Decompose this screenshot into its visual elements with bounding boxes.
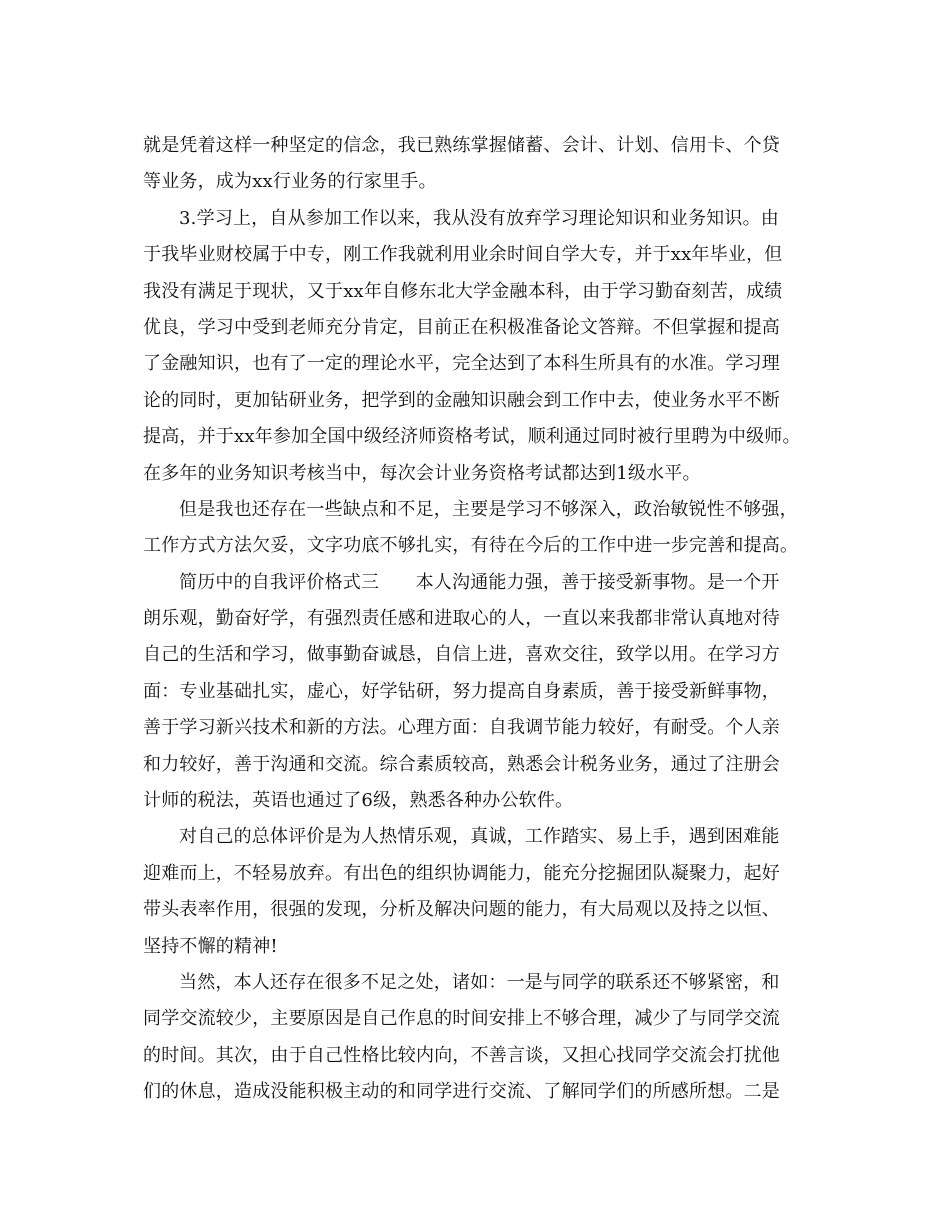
text-line: 和力较好，善于沟通和交流。综合素质较高，熟悉会计税务业务，通过了注册会 [143, 753, 780, 775]
text-line: 当然，本人还存在很多不足之处，诸如：一是与同学的联系还不够紧密，和 [179, 971, 780, 993]
text-line: 于我毕业财校属于中专，刚工作我就利用业余时间自学大专，并于xx年毕业，但 [143, 244, 783, 266]
text-line: 对自己的总体评价是为人热情乐观，真诚，工作踏实、易上手，遇到困难能 [179, 826, 780, 848]
document-body [143, 128, 815, 1111]
text-line: 同学交流较少，主要原因是自己作息的时间安排上不够合理，减少了与同学交流 [143, 1008, 780, 1030]
text-line: 我没有满足于现状，又于xx年自修东北大学金融本科，由于学习勤奋刻苦，成绩 [143, 280, 783, 302]
text-line: 优良，学习中受到老师充分肯定，目前正在积极准备论文答辩。不但掌握和提高 [143, 316, 780, 338]
text-line: 工作方式方法欠妥，文字功底不够扎实，有待在今后的工作中进一步完善和提高。 [143, 535, 799, 557]
text-line: 们的休息，造成没能积极主动的和同学进行交流、了解同学们的所感所想。二是 [143, 1081, 780, 1103]
text-line: 但是我也还存在一些缺点和不足，主要是学习不够深入，政治敏锐性不够强， [179, 498, 798, 520]
text-line: 计师的税法，英语也通过了6级，熟悉各种办公软件。 [143, 790, 574, 812]
text-line: 自己的生活和学习，做事勤奋诚恳，自信上进，喜欢交往，致学以用。在学习方 [143, 644, 780, 666]
text-line: 带头表率作用，很强的发现，分析及解决问题的能力，有大局观以及持之以恒、 [143, 899, 780, 921]
text-line: 坚持不懈的精神! [143, 935, 278, 957]
text-line: 3.学习上，自从参加工作以来，我从没有放弃学习理论知识和业务知识。由 [179, 207, 779, 229]
text-line: 了金融知识，也有了一定的理论水平，完全达到了本科生所具有的水准。学习理 [143, 353, 780, 375]
text-line: 论的同时，更加钻研业务，把学到的金融知识融会到工作中去，使业务水平不断 [143, 389, 780, 411]
text-line: 在多年的业务知识考核当中，每次会计业务资格考试都达到1级水平。 [143, 462, 701, 484]
text-line: 就是凭着这样一种坚定的信念，我已熟练掌握储蓄、会计、计划、信用卡、个贷 [143, 135, 780, 156]
text-line: 善于学习新兴技术和新的方法。心理方面：自我调节能力较好，有耐受。个人亲 [143, 717, 780, 739]
text-line: 简历中的自我评价格式三 本人沟通能力强，善于接受新事物。是一个开 [179, 571, 780, 593]
text-line: 朗乐观，勤奋好学，有强烈责任感和进取心的人，一直以来我都非常认真地对待 [143, 608, 780, 630]
text-line: 迎难而上，不轻易放弃。有出色的组织协调能力，能充分挖掘团队凝聚力，起好 [143, 862, 780, 884]
text-line: 等业务，成为xx行业务的行家里手。 [143, 171, 437, 193]
text-line: 面：专业基础扎实，虚心，好学钻研，努力提高自身素质，善于接受新鲜事物， [143, 680, 780, 702]
text-line: 的时间。其次，由于自己性格比较内向，不善言谈，又担心找同学交流会打扰他 [143, 1044, 780, 1066]
text-line: 提高，并于xx年参加全国中级经济师资格考试，顺利通过同时被行里聘为中级师。 [143, 426, 801, 448]
